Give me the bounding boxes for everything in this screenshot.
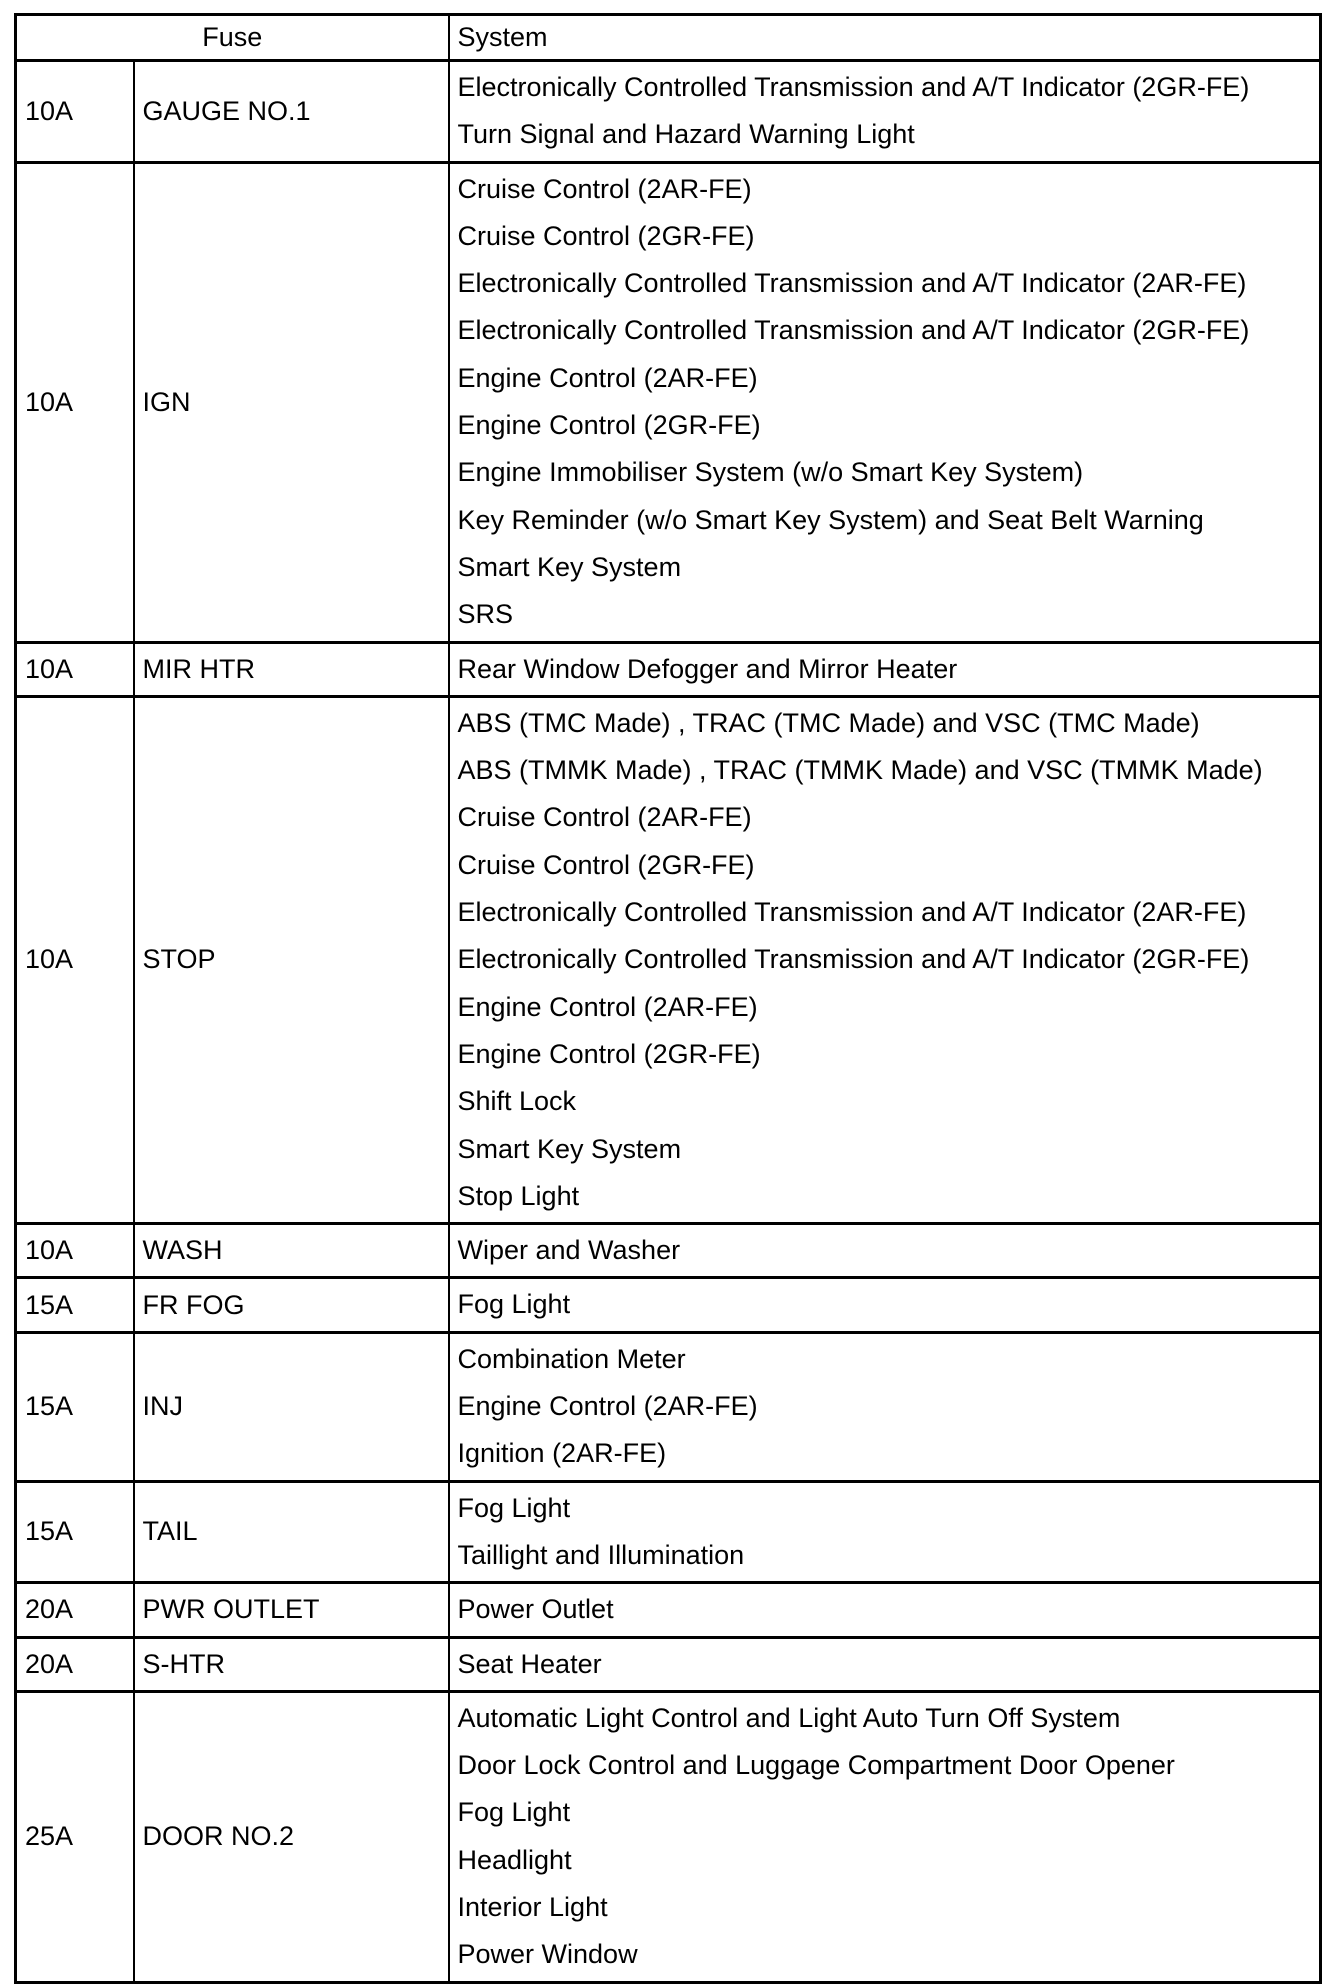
system-item: Engine Control (2GR-FE) (457, 1038, 761, 1069)
system-list (449, 162, 1321, 642)
system-item: Combination Meter (457, 1343, 686, 1374)
table-row (16, 642, 1321, 696)
table-row (16, 1481, 1321, 1583)
system-item: Power Outlet (457, 1594, 614, 1625)
fuse-name: IGN (134, 162, 449, 642)
fuse-amperage: 10A (16, 696, 134, 1223)
system-item: Key Reminder (w/o Smart Key System) and Seat Belt Warning (457, 504, 1204, 535)
fuse-amperage: 15A (16, 1332, 134, 1481)
table-row (16, 1224, 1321, 1278)
system-item: Fog Light (457, 1797, 571, 1828)
fuse-amperage: 20A (16, 1583, 134, 1637)
system-column-header: System (449, 15, 1321, 61)
table-row (16, 696, 1321, 1223)
system-item: Seat Heater (457, 1648, 602, 1679)
fuse-table (14, 13, 1322, 1984)
system-item: Electronically Controlled Transmission and A/T Indicator (2GR-FE) (457, 72, 1250, 102)
fuse-name: DOOR NO.2 (134, 1691, 449, 1982)
system-item: Electronically Controlled Transmission and A/T Indicator (2AR-FE) (457, 268, 1247, 299)
system-item: Interior Light (457, 1891, 608, 1922)
system-list (449, 1691, 1321, 1982)
fuse-amperage: 15A (16, 1278, 134, 1332)
system-item: Engine Control (2GR-FE) (457, 410, 761, 441)
table-row (16, 1637, 1321, 1691)
system-item: Cruise Control (2GR-FE) (457, 220, 755, 251)
system-item: Fog Light (457, 1492, 571, 1523)
system-item: Engine Immobiliser System (w/o Smart Key System) (457, 457, 1084, 488)
system-list (449, 1481, 1321, 1583)
system-list (449, 61, 1321, 163)
system-item: Engine Control (2AR-FE) (457, 991, 758, 1022)
table-row (16, 1583, 1321, 1637)
system-item: Electronically Controlled Transmission and A/T Indicator (2GR-FE) (457, 315, 1250, 346)
table-row (16, 1332, 1321, 1481)
system-item: Power Window (457, 1939, 638, 1970)
fuse-name: FR FOG (134, 1278, 449, 1332)
system-item: Taillight and Illumination (457, 1539, 745, 1570)
fuse-amperage: 10A (16, 642, 134, 696)
system-item: Headlight (457, 1844, 572, 1875)
system-item: Engine Control (2AR-FE) (457, 362, 758, 393)
system-item: ABS (TMC Made) , TRAC (TMC Made) and VSC (TMC Made) (457, 707, 1200, 738)
system-item: Shift Lock (457, 1086, 577, 1117)
table-row (16, 1691, 1321, 1982)
system-list (449, 696, 1321, 1223)
fuse-name: PWR OUTLET (134, 1583, 449, 1637)
fuse-name: MIR HTR (134, 642, 449, 696)
system-item: Electronically Controlled Transmission and A/T Indicator (2GR-FE) (457, 944, 1250, 975)
table-row (16, 61, 1321, 163)
fuse-amperage: 10A (16, 61, 134, 163)
fuse-column-header: Fuse (16, 15, 449, 61)
system-item: Stop Light (457, 1180, 580, 1211)
system-item: Automatic Light Control and Light Auto Turn Off System (457, 1702, 1121, 1733)
fuse-name: WASH (134, 1224, 449, 1278)
fuse-name: INJ (134, 1332, 449, 1481)
system-list (449, 642, 1321, 696)
fuse-name: GAUGE NO.1 (134, 61, 449, 163)
system-item: Fog Light (457, 1289, 571, 1320)
system-list (449, 1224, 1321, 1278)
system-item: Ignition (2AR-FE) (457, 1438, 667, 1469)
table-row (16, 1278, 1321, 1332)
fuse-name: STOP (134, 696, 449, 1223)
system-item: SRS (457, 599, 514, 630)
system-item: Turn Signal and Hazard Warning Light (457, 119, 915, 150)
fuse-amperage: 25A (16, 1691, 134, 1982)
system-item: Smart Key System (457, 551, 682, 582)
table-header (16, 15, 1321, 61)
table-body (16, 61, 1321, 1983)
system-list (449, 1583, 1321, 1637)
table-row (16, 162, 1321, 642)
fuse-name: TAIL (134, 1481, 449, 1583)
system-item: Electronically Controlled Transmission and A/T Indicator (2AR-FE) (457, 897, 1247, 928)
system-item: Cruise Control (2GR-FE) (457, 849, 755, 880)
fuse-amperage: 10A (16, 162, 134, 642)
system-item: ABS (TMMK Made) , TRAC (TMMK Made) and VSC (TMMK Made) (457, 755, 1263, 786)
system-item: Rear Window Defogger and Mirror Heater (457, 653, 958, 684)
system-item: Wiper and Washer (457, 1235, 681, 1266)
system-item: Engine Control (2AR-FE) (457, 1391, 758, 1422)
system-item: Smart Key System (457, 1133, 682, 1164)
fuse-name: S-HTR (134, 1637, 449, 1691)
fuse-amperage: 15A (16, 1481, 134, 1583)
system-item: Cruise Control (2AR-FE) (457, 802, 752, 833)
system-list (449, 1637, 1321, 1691)
system-item: Door Lock Control and Luggage Compartment Door Opener (457, 1750, 1175, 1781)
system-list (449, 1278, 1321, 1332)
system-item: Cruise Control (2AR-FE) (457, 173, 752, 204)
fuse-amperage: 20A (16, 1637, 134, 1691)
fuse-amperage: 10A (16, 1224, 134, 1278)
header-row (16, 15, 1321, 61)
system-list (449, 1332, 1321, 1481)
